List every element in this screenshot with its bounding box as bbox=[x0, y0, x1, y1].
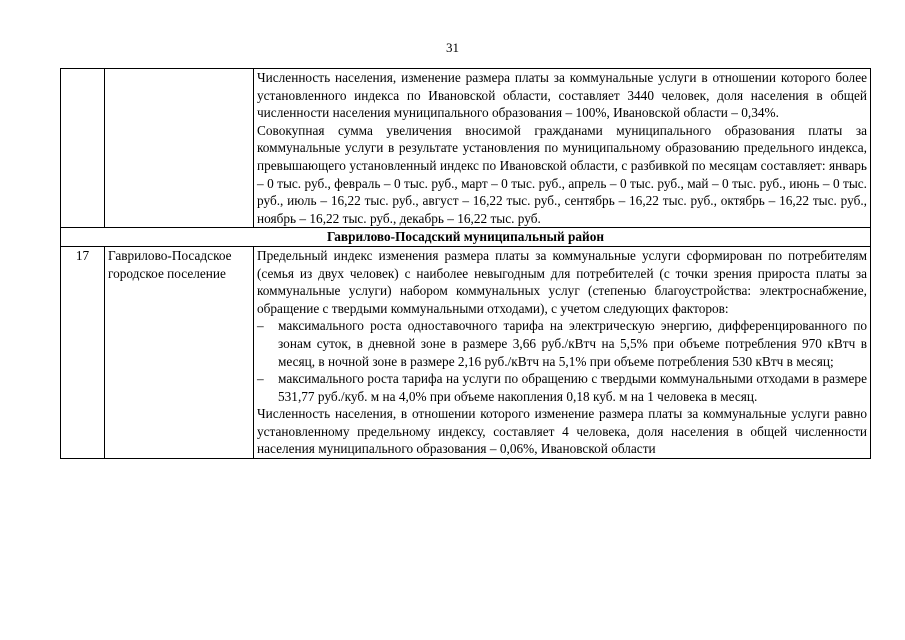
factor-text: максимального роста одноставочного тарифа на электрическую энергию, дифференцированного по зонам суток, в дневной зоне в размере 3,66 руб./кВтч на 5,5% при объеме потребления 970 кВтч в месяц, в ночной зоне в размере 2,16 руб./кВтч на 5,1% при объеме потребления 530 кВтч в месяц; bbox=[278, 318, 867, 369]
list-item bbox=[257, 317, 867, 370]
page-number: 31 bbox=[446, 40, 459, 55]
content-cell bbox=[254, 69, 871, 228]
table-row-continued bbox=[61, 69, 871, 228]
factors-list bbox=[257, 317, 867, 405]
section-title: Гаврилово-Посадский муниципальный район bbox=[61, 228, 871, 247]
list-item bbox=[257, 370, 867, 405]
section-row bbox=[61, 228, 871, 247]
table-row-17 bbox=[61, 246, 871, 458]
municipality-name: Гаврилово-Посадское городское поселение bbox=[105, 246, 254, 458]
content-cell bbox=[254, 246, 871, 458]
closing-paragraph: Численность населения, в отношении которого изменение размера платы за коммунальные услуги равно установленному предельному индексу, составляет 4 человека, доля населения в общей численности населения муниципального образования – 0,06%, Ивановской области bbox=[257, 406, 867, 457]
municipal-index-table bbox=[60, 68, 871, 459]
monthly-sum-paragraph: Совокупная сумма увеличения вносимой гражданами муниципального образования платы за коммунальные услуги в результате установления по муниципальному образованию предельного индекса, превышающего установленный индекс по Ивановской области, с разбивкой по месяцам составляет: январь – 0 тыс. руб., февраль – 0 тыс. руб., март – 0 тыс. руб., апрель – 0 тыс. руб., май – 0 тыс. руб., июнь – 0 тыс. руб., июль – 16,22 тыс. руб., август – 16,22 тыс. руб., сентябрь – 16,22 тыс. руб., октябрь – 16,22 тыс. руб., ноябрь – 16,22 тыс. руб., декабрь – 16,22 тыс. руб. bbox=[257, 122, 867, 226]
dash-bullet: – bbox=[257, 371, 264, 387]
number-cell-empty bbox=[61, 69, 105, 228]
factor-text: максимального роста тарифа на услуги по обращению с твердыми коммунальными отходами в размере 531,77 руб./куб. м на 4,0% при объеме накопления 0,18 куб. м на 1 человека в месяц. bbox=[278, 371, 867, 404]
dash-bullet: – bbox=[257, 318, 264, 334]
population-paragraph: Численность населения, изменение размера платы за коммунальные услуги в отношении которого более установленного индекса по Ивановской области, составляет 3440 человек, доля населения в общей численности населения муниципального образования – 100%, Ивановской области – 0,34%. bbox=[257, 70, 867, 121]
row-number: 17 bbox=[61, 246, 105, 458]
municipality-cell-empty bbox=[105, 69, 254, 228]
intro-paragraph: Предельный индекс изменения размера платы за коммунальные услуги сформирован по потребителям (семья из двух человек) с наиболее невыгодным для потребителей (с точки зрения прироста платы за коммунальные услуги) набором коммунальных услуг (степенью благоустройства: электроснабжение, обращение с твердыми коммунальными отходами), с учетом следующих факторов: bbox=[257, 247, 867, 316]
